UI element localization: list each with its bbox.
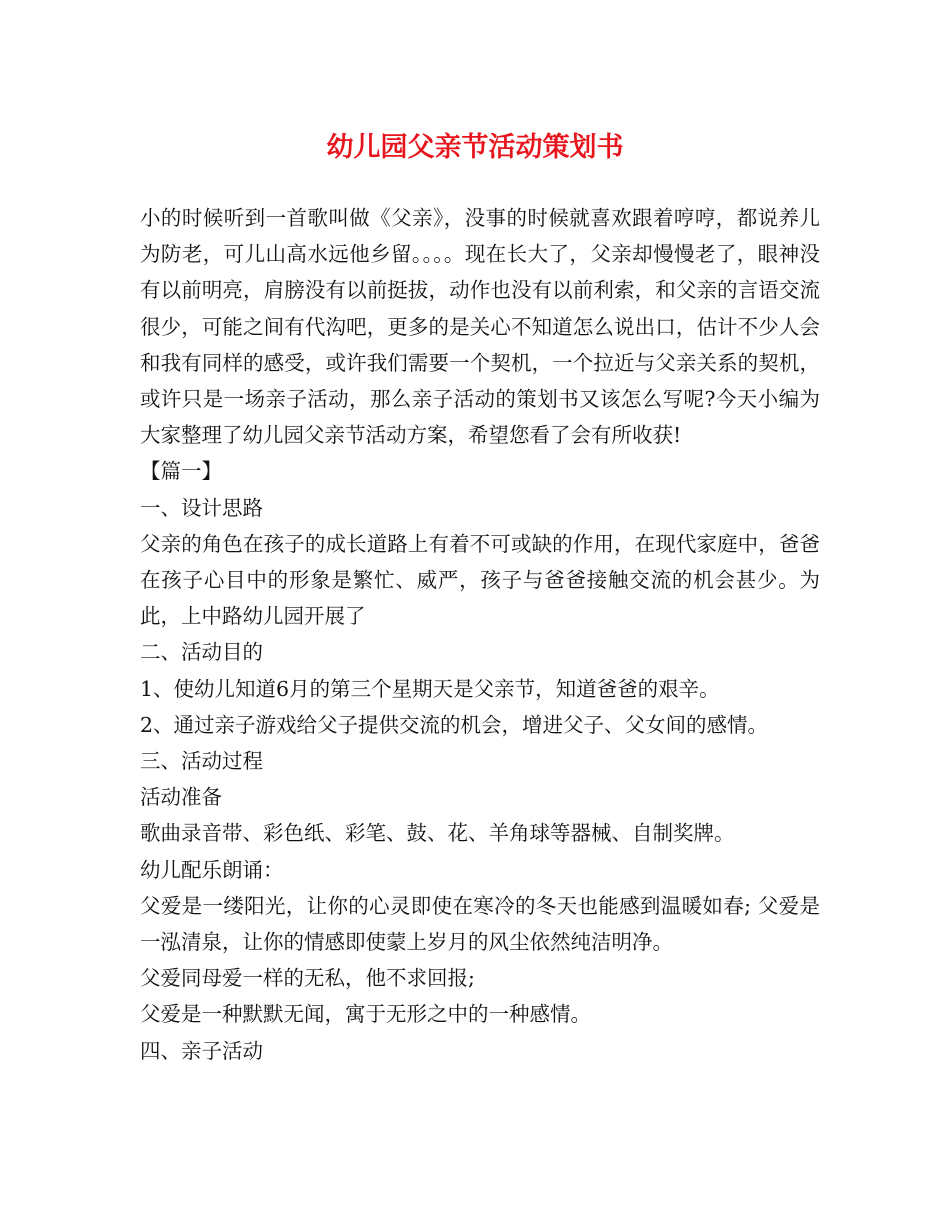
recitation-line-2: 父爱同母爱一样的无私，他不求回报;	[140, 966, 475, 991]
goal-item-2: 2、通过亲子游戏给父子提供交流的机会，增进父子、父女间的感情。	[140, 712, 769, 737]
preparation-label: 活动准备	[140, 785, 222, 810]
recitation-line-3: 父爱是一种默默无闻，寓于无形之中的一种感情。	[140, 1002, 591, 1027]
design-idea-paragraph: 父亲的角色在孩子的成长道路上有着不可或缺的作用，在现代家庭中，爸爸在孩子心目中的形象是繁忙、威严，孩子与爸爸接触交流的机会甚少。为此，上中路幼儿园开展了	[140, 531, 820, 629]
heading-parent-child-activity: 四、亲子活动	[140, 1038, 263, 1063]
recitation-line-1: 父爱是一缕阳光，让你的心灵即使在寒冷的冬天也能感到温暖如春; 父爱是一泓清泉，让你的情感即使蒙上岁月的风尘依然纯洁明净。	[140, 893, 820, 955]
goal-item-1: 1、使幼儿知道6月的第三个星期天是父亲节，知道爸爸的艰辛。	[140, 676, 720, 701]
preparation-items: 歌曲录音带、彩色纸、彩笔、鼓、花、羊角球等器械、自制奖牌。	[140, 821, 735, 846]
heading-activity-process: 三、活动过程	[140, 749, 263, 774]
section-label: 【篇一】	[140, 459, 222, 484]
recitation-label: 幼儿配乐朗诵：	[140, 857, 284, 882]
heading-design-idea: 一、设计思路	[140, 495, 263, 520]
intro-paragraph: 小的时候听到一首歌叫做《父亲》，没事的时候就喜欢跟着哼哼，都说养儿为防老，可儿山高水远他乡留。。。。现在长大了，父亲却慢慢老了，眼神没有以前明亮，肩膀没有以前挺拔，动作也没有以前利索，和父亲的言语交流很少，可能之间有代沟吧，更多的是关心不知道怎么说出口，估计不少人会和我有同样的感受，或许我们需要一个契机，一个拉近与父亲关系的契机，或许只是一场亲子活动，那么亲子活动的策划书又该怎么写呢?今天小编为大家整理了幼儿园父亲节活动方案，希望您看了会有所收获!	[140, 206, 820, 448]
heading-activity-goal: 二、活动目的	[140, 640, 263, 665]
document-body	[140, 200, 820, 1069]
document-title: 幼儿园父亲节活动策划书	[326, 132, 624, 163]
